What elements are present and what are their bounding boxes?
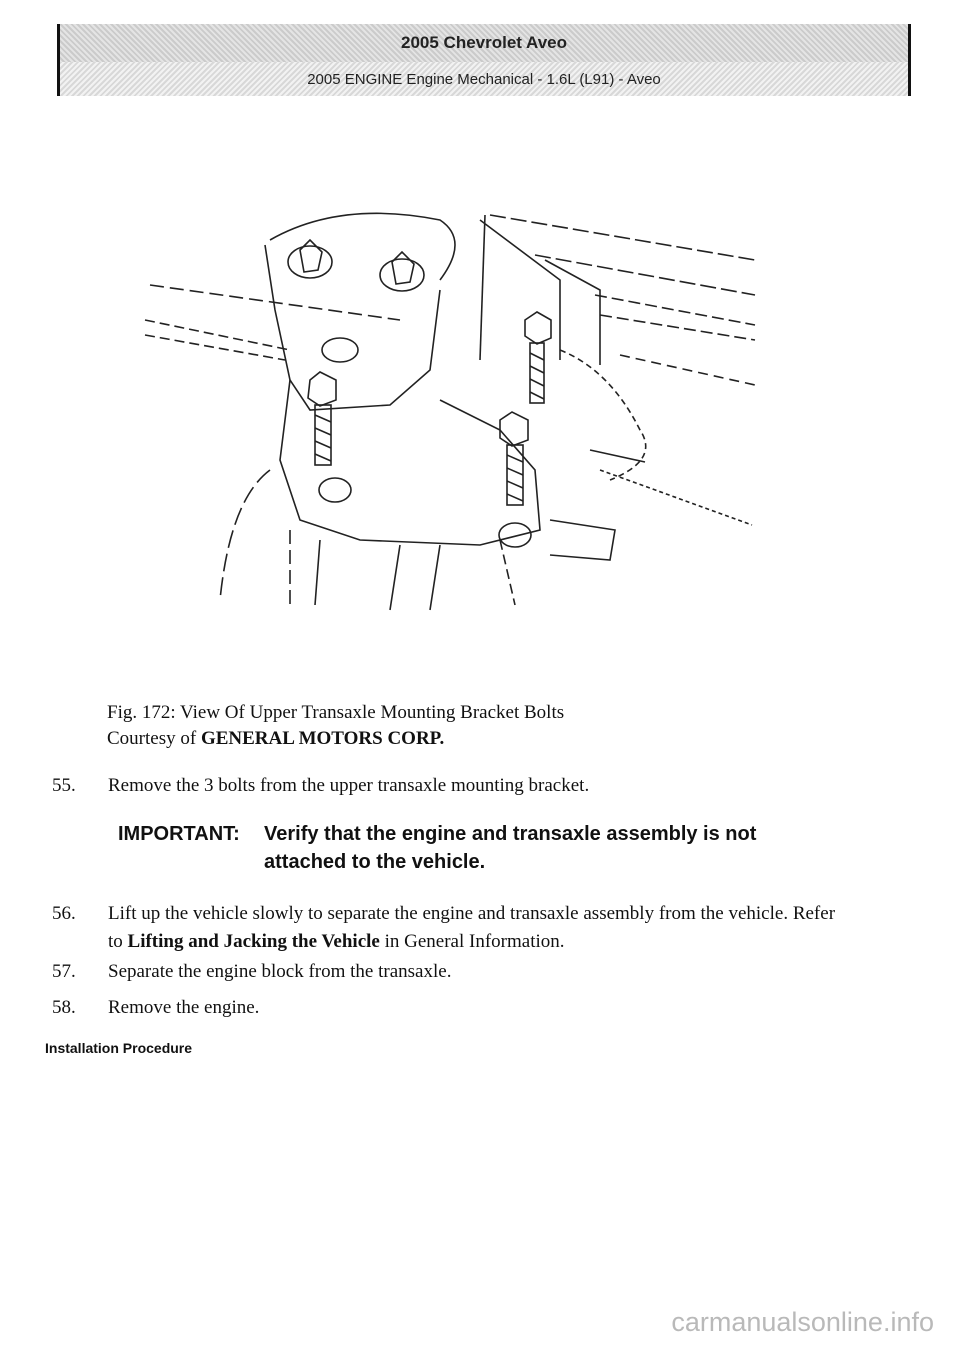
lifting-jacking-link[interactable]: Lifting and Jacking the Vehicle bbox=[127, 931, 380, 952]
figure-credit-prefix: Courtesy of bbox=[107, 728, 197, 749]
step-number: 57. bbox=[52, 961, 76, 982]
step-55 bbox=[52, 772, 852, 800]
document-title: 2005 Chevrolet Aveo bbox=[60, 24, 908, 62]
step-text-after: in General Information. bbox=[379, 931, 565, 952]
step-text: Separate the engine block from the transaxle. bbox=[108, 961, 452, 982]
important-note bbox=[118, 820, 838, 876]
bolt-right bbox=[525, 312, 551, 403]
step-text: Remove the engine. bbox=[108, 997, 260, 1018]
important-label: IMPORTANT: bbox=[118, 823, 240, 845]
bolt-left bbox=[308, 372, 351, 502]
step-text-before: Lift up the vehicle slowly to separate the engine and transaxle assembly from the vehicle. Refer to bbox=[108, 903, 836, 952]
site-watermark: carmanualsonline.info bbox=[671, 1307, 934, 1337]
step-text bbox=[108, 900, 852, 956]
figure-credit bbox=[107, 726, 564, 752]
step-56 bbox=[52, 900, 852, 956]
mounting-bracket-illustration bbox=[140, 200, 760, 620]
step-number: 58. bbox=[52, 997, 76, 1018]
step-number: 56. bbox=[52, 903, 76, 924]
document-header bbox=[57, 24, 911, 96]
figure-credit-org: GENERAL MOTORS CORP. bbox=[200, 728, 445, 749]
step-57 bbox=[52, 958, 852, 986]
step-number: 55. bbox=[52, 775, 76, 796]
section-heading: Installation Procedure bbox=[45, 1040, 193, 1056]
figure-caption-title: Fig. 172: View Of Upper Transaxle Mounting Bracket Bolts bbox=[107, 702, 565, 723]
bolt-center bbox=[499, 412, 531, 547]
important-line-1: Verify that the engine and transaxle assembly is not bbox=[264, 823, 757, 845]
figure-caption bbox=[107, 700, 564, 752]
step-text: Remove the 3 bolts from the upper transaxle mounting bracket. bbox=[108, 775, 590, 796]
important-line-2: attached to the vehicle. bbox=[264, 851, 486, 873]
step-58 bbox=[52, 994, 852, 1022]
document-subtitle: 2005 ENGINE Engine Mechanical - 1.6L (L91) - Aveo bbox=[60, 62, 908, 96]
